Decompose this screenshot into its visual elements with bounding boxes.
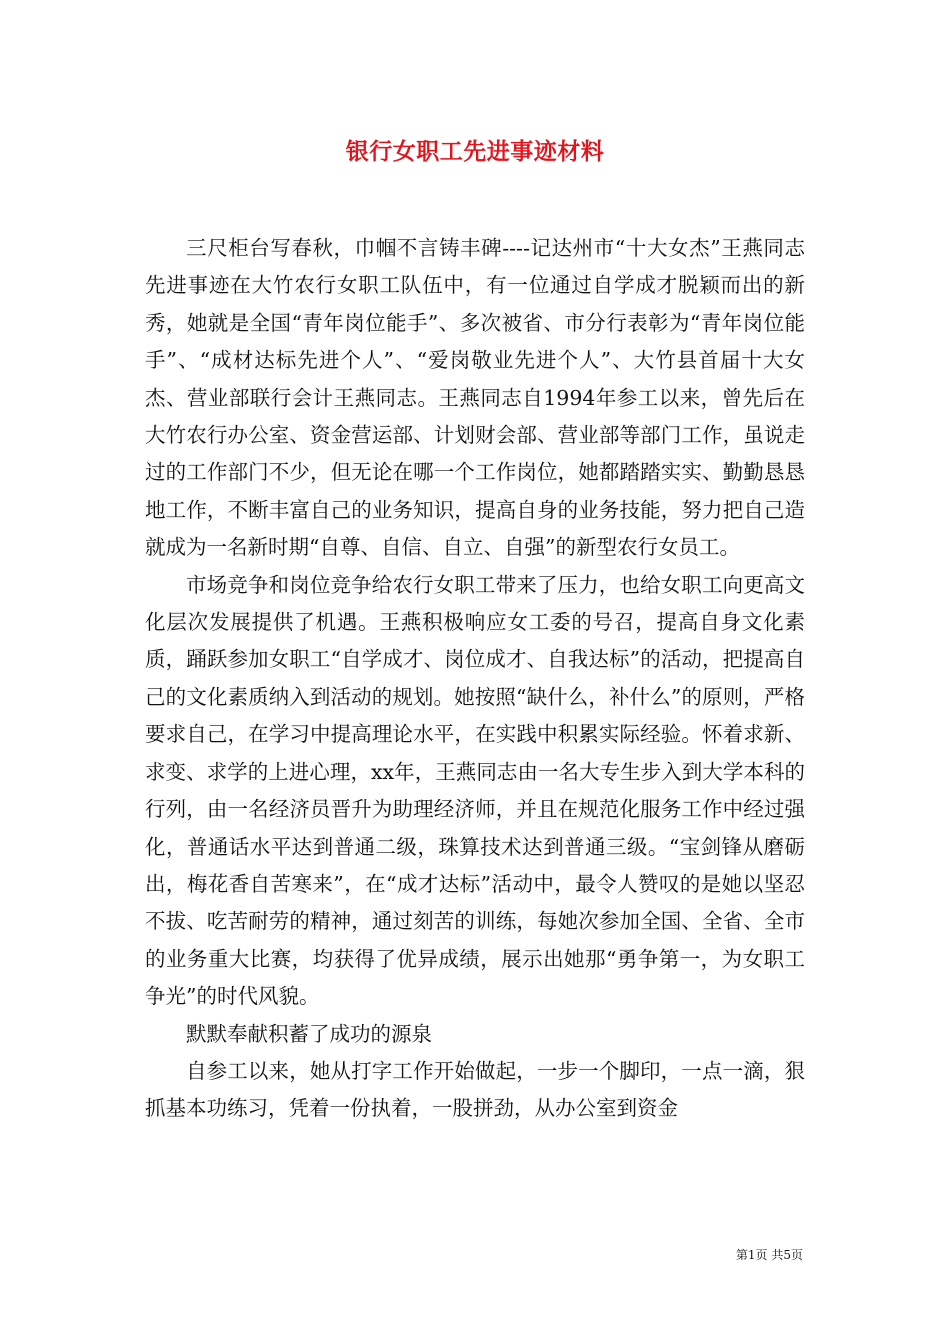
paragraph-intro: 三尺柜台写春秋，巾帼不言铸丰碑----记达州市“十大女杰”王燕同志先进事迹在大竹农行女职工队伍中，有一位通过自学成才脱颖而出的新秀，她就是全国“青年岗位能手”、多次被省、市分行表彰为“青年岗位能手”、“成材达标先进个人”、“爱岗敬业先进个人”、大竹县首届十大女杰、营业部联行会计王燕同志。王燕同志自1994年参工以来，曾先后在大竹农行办公室、资金营运部、计划财会部、营业部等部门工作，虽说走过的工作部门不少，但无论在哪一个工作岗位，她都踏踏实实、勤勤恳恳地工作，不断丰富自己的业务知识，提高自身的业务技能，努力把自己造就成为一名新时期“自尊、自信、自立、自强”的新型农行女员工。 <box>145 236 805 560</box>
paragraph-dedication: 自参工以来，她从打字工作开始做起，一步一个脚印，一点一滴，狠抓基本功练习，凭着一份执着，一股拼劲，从办公室到资金 <box>145 1058 805 1121</box>
section-heading: 默默奉献积蓄了成功的源泉 <box>186 1021 432 1046</box>
page-number: 第1页 共5页 <box>735 1248 803 1262</box>
paragraph-competition: 市场竞争和岗位竞争给农行女职工带来了压力，也给女职工向更高文化层次发展提供了机遇。王燕积极响应女工委的号召，提高自身文化素质，踊跃参加女职工“自学成才、岗位成才、自我达标”的活动，把提高自己的文化素质纳入到活动的规划。她按照“缺什么，补什么”的原则，严格要求自己，在学习中提高理论水平，在实践中积累实际经验。怀着求新、求变、求学的上进心理，xx年，王燕同志由一名大专生步入到大学本科的行列，由一名经济员晋升为助理经济师，并且在规范化服务工作中经过强化，普通话水平达到普通二级，珠算技术达到普通三级。“宝剑锋从磨砺出，梅花香自苦寒来”，在“成才达标”活动中，最令人赞叹的是她以坚忍不拔、吃苦耐劳的精神，通过刻苦的训练，每她次参加全国、全省、全市的业务重大比赛，均获得了优异成绩，展示出她那“勇争第一，为女职工争光”的时代风貌。 <box>145 572 805 1009</box>
document-title: 银行女职工先进事迹材料 <box>345 138 605 165</box>
document-body <box>145 230 805 1128</box>
